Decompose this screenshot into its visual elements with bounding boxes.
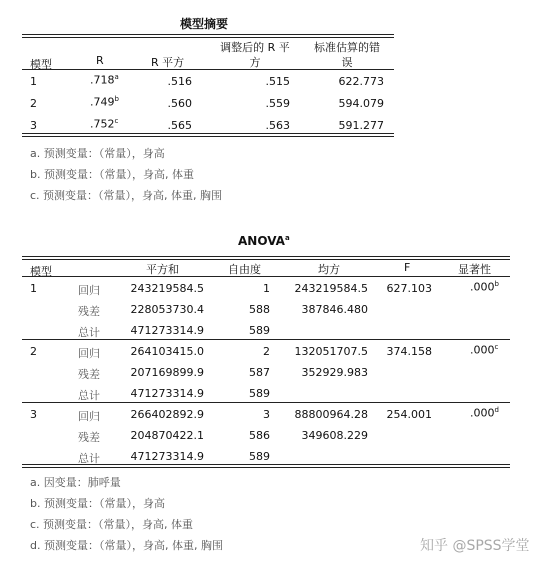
summary-header-adj-2: 方 — [249, 56, 261, 69]
anova-source: 回归 — [78, 284, 100, 297]
anova-top-rule — [22, 256, 510, 260]
anova-source: 总计 — [78, 389, 100, 402]
summary-footnote: b. 预测变量：（常量），身高, 体重 — [30, 168, 194, 181]
summary-r: .752$^c$ — [90, 117, 119, 131]
summary-header-se-2: 误 — [341, 56, 353, 69]
summary-se: 594.079 — [338, 97, 384, 110]
anova-df: 1 — [263, 282, 270, 295]
summary-header-model: 模型 — [30, 58, 52, 71]
summary-title: 模型摘要 — [180, 17, 229, 31]
anova-ms: 88800964.28 — [294, 408, 368, 421]
summary-r: .718$^a$ — [90, 73, 119, 87]
anova-df: 589 — [249, 387, 270, 400]
anova-footnote: d. 预测变量：（常量），身高, 体重, 胸围 — [30, 539, 223, 552]
anova-header-sig: 显著性 — [458, 263, 491, 276]
anova-footnote: a. 因变量：肺呼量 — [30, 476, 121, 489]
anova-df: 2 — [263, 345, 270, 358]
summary-model: 1 — [30, 75, 37, 88]
anova-ss: 471273314.9 — [130, 450, 204, 463]
summary-header-r: R — [96, 54, 104, 67]
anova-group-divider — [22, 402, 510, 403]
anova-source: 总计 — [78, 452, 100, 465]
summary-footnote: a. 预测变量：（常量），身高 — [30, 147, 165, 160]
anova-title: ANOVA$^a$ — [238, 234, 290, 248]
anova-ss: 228053730.4 — [130, 303, 204, 316]
summary-header-rule — [22, 69, 394, 70]
anova-df: 588 — [249, 303, 270, 316]
summary-r2: .565 — [167, 119, 192, 132]
anova-model-number: 3 — [30, 408, 37, 421]
anova-sig: .000$^b$ — [470, 280, 499, 294]
anova-f: 374.158 — [386, 345, 432, 358]
anova-ss: 266402892.9 — [130, 408, 204, 421]
summary-top-rule — [22, 34, 394, 38]
anova-source: 残差 — [78, 431, 100, 444]
summary-footnote: c. 预测变量：（常量），身高, 体重, 胸围 — [30, 189, 223, 202]
anova-df: 3 — [263, 408, 270, 421]
summary-r: .749$^b$ — [90, 95, 119, 109]
anova-source: 总计 — [78, 326, 100, 339]
anova-ms: 352929.983 — [301, 366, 368, 379]
summary-r2: .516 — [167, 75, 192, 88]
anova-source: 回归 — [78, 347, 100, 360]
anova-sig: .000$^c$ — [470, 343, 499, 357]
anova-model-number: 1 — [30, 282, 37, 295]
watermark: 知乎 @SPSS学堂 — [420, 538, 530, 554]
summary-adj: .563 — [265, 119, 290, 132]
summary-adj: .559 — [265, 97, 290, 110]
anova-df: 589 — [249, 324, 270, 337]
anova-header-rule — [22, 276, 510, 277]
anova-ss: 204870422.1 — [130, 429, 204, 442]
anova-ms: 387846.480 — [301, 303, 368, 316]
summary-adj: .515 — [265, 75, 290, 88]
anova-ms: 349608.229 — [301, 429, 368, 442]
anova-df: 589 — [249, 450, 270, 463]
anova-ss: 207169899.9 — [130, 366, 204, 379]
summary-model: 2 — [30, 97, 37, 110]
summary-header-r2: R 平方 — [151, 56, 185, 69]
anova-bottom-rule — [22, 464, 510, 468]
anova-source: 残差 — [78, 368, 100, 381]
anova-header-model: 模型 — [30, 265, 52, 278]
summary-header-se-1: 标准估算的错 — [314, 41, 380, 54]
anova-ss: 264103415.0 — [130, 345, 204, 358]
anova-footnote: b. 预测变量：（常量），身高 — [30, 497, 165, 510]
anova-group-divider — [22, 339, 510, 340]
anova-f: 627.103 — [386, 282, 432, 295]
anova-source: 回归 — [78, 410, 100, 423]
summary-r2: .560 — [167, 97, 192, 110]
anova-ss: 471273314.9 — [130, 324, 204, 337]
summary-header-adj-1: 调整后的 R 平 — [220, 41, 290, 54]
anova-sig: .000$^d$ — [470, 406, 499, 420]
anova-df: 587 — [249, 366, 270, 379]
anova-ms: 132051707.5 — [294, 345, 368, 358]
summary-se: 591.277 — [338, 119, 384, 132]
anova-ss: 471273314.9 — [130, 387, 204, 400]
anova-model-number: 2 — [30, 345, 37, 358]
anova-footnote: c. 预测变量：（常量），身高, 体重 — [30, 518, 194, 531]
anova-header-f: F — [404, 261, 411, 274]
summary-model: 3 — [30, 119, 37, 132]
anova-header-ms: 均方 — [318, 263, 340, 276]
anova-header-df: 自由度 — [228, 263, 261, 276]
summary-bottom-rule — [22, 133, 394, 137]
summary-se: 622.773 — [338, 75, 384, 88]
anova-ms: 243219584.5 — [294, 282, 368, 295]
anova-df: 586 — [249, 429, 270, 442]
anova-ss: 243219584.5 — [130, 282, 204, 295]
anova-header-ss: 平方和 — [146, 263, 179, 276]
anova-f: 254.001 — [386, 408, 432, 421]
anova-source: 残差 — [78, 305, 100, 318]
